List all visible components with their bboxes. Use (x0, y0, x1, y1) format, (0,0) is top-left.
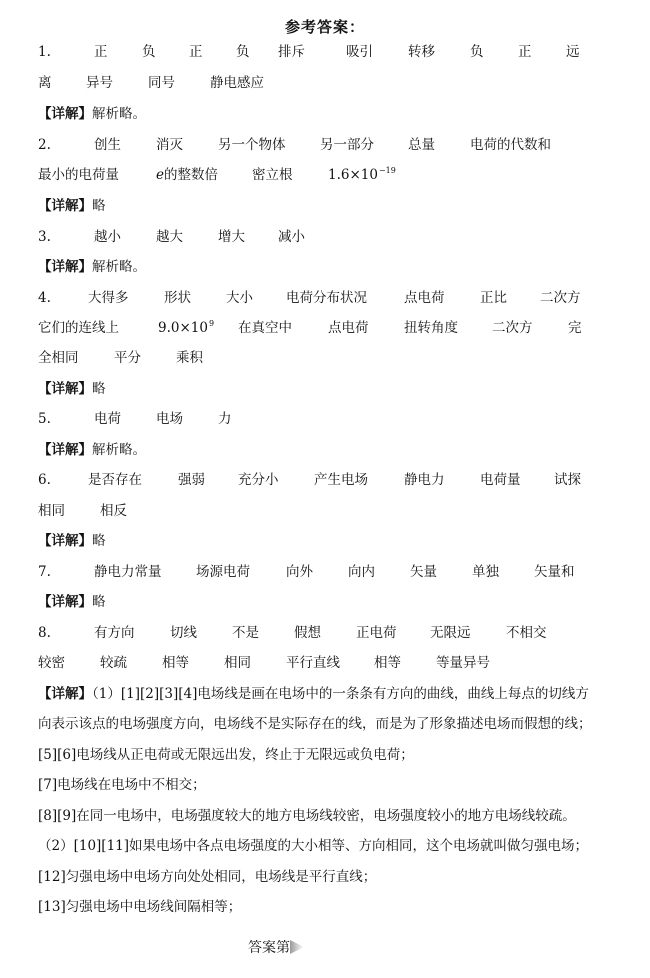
answer-blank: 力 (218, 411, 232, 427)
answer-blank: 向外 (286, 564, 313, 580)
answer-blank: 较疏 (100, 655, 127, 671)
answer-blank: 单独 (472, 564, 499, 580)
answer-blank: 乘积 (176, 350, 203, 366)
answer-blank: 电荷分布状况 (286, 290, 367, 306)
answer-blank: 相等 (162, 655, 189, 671)
answer-blank: 正 (518, 44, 532, 60)
q7-detail (38, 592, 612, 612)
answer-blank: 点电荷 (404, 290, 445, 306)
detail-text: 略 (92, 594, 106, 610)
answer-blank: 最小的电荷量 (38, 167, 119, 183)
answer-blank: 矢量和 (534, 564, 575, 580)
answer-blank: 有方向 (94, 625, 135, 641)
q1-detail (38, 104, 612, 124)
q8-detail-line: [7]电场线在电场中不相交； (38, 777, 206, 793)
answer-blank: 排斥 (278, 44, 305, 60)
answer-blank: 大小 (226, 290, 253, 306)
question-number: 3. (38, 229, 51, 245)
q8-detail-line: [5][6]电场线从正电荷或无限远出发，终止于无限远或负电荷； (38, 747, 414, 763)
answer-blank: 总量 (408, 137, 435, 153)
q3-detail (38, 257, 612, 277)
answer-blank: 向内 (348, 564, 375, 580)
answer-blank: 相同 (38, 503, 65, 519)
answer-blank: 它们的连线上 (38, 320, 119, 336)
question-number: 1. (38, 44, 51, 60)
detail-label: 【详解】 (38, 259, 92, 275)
footer-text: 答案第 (248, 940, 290, 956)
answer-blank: 静电力常量 (94, 564, 162, 580)
answer-blank: 相反 (100, 503, 127, 519)
answer-blank: 假想 (294, 625, 321, 641)
answer-blank: 相等 (374, 655, 401, 671)
answer-blank: 异号 (86, 75, 113, 91)
detail-text: 解析略。 (92, 259, 146, 275)
detail-label: 【详解】 (38, 533, 92, 549)
answer-blank: 扭转角度 (404, 320, 458, 336)
answer-blank (156, 165, 218, 185)
answer-blank: 正 (94, 44, 108, 60)
question-number: 5. (38, 411, 51, 427)
question-number: 8. (38, 625, 51, 641)
q8-detail-line: [13]匀强电场中电场线间隔相等； (38, 899, 242, 915)
answer-blank: 强弱 (178, 472, 205, 488)
exponent: −19 (378, 166, 396, 175)
answer-blank: 平行直线 (286, 655, 340, 671)
page-curl-icon (290, 940, 304, 954)
answer-blank: 全相同 (38, 350, 79, 366)
detail-label: 【详解】 (38, 442, 92, 458)
answer-blank: 二次方 (540, 290, 581, 306)
answer-blank: 充分小 (238, 472, 279, 488)
detail-label: 【详解】 (38, 686, 92, 702)
answer-text: 1.6×10 (328, 167, 378, 183)
q8-detail-line: [8][9]在同一电场中，电场强度较大的地方电场线较密，电场强度较小的地方电场线较疏。 (38, 808, 576, 824)
answer-blank: 试探 (554, 472, 581, 488)
answer-blank: 另一个物体 (218, 137, 286, 153)
answer-blank: 场源电荷 (196, 564, 250, 580)
detail-label: 【详解】 (38, 381, 92, 397)
answer-blank: 电荷的代数和 (470, 137, 551, 153)
answer-blank: 切线 (170, 625, 197, 641)
answer-blank: 另一部分 (320, 137, 374, 153)
answer-blank: 吸引 (346, 44, 373, 60)
answer-blank (328, 165, 396, 187)
answer-blank: 消灭 (156, 137, 183, 153)
answer-blank: 大得多 (88, 290, 129, 306)
answer-blank: 远 (566, 44, 580, 60)
answer-blank: 是否存在 (88, 472, 142, 488)
exponent: 9 (208, 319, 215, 328)
page-footer (248, 937, 304, 957)
answer-blank: 负 (142, 44, 156, 60)
question-number: 4. (38, 290, 51, 306)
answer-blank: 同号 (148, 75, 175, 91)
detail-text: 解析略。 (92, 106, 146, 122)
detail-text: 略 (92, 381, 106, 397)
detail-text: 略 (92, 533, 106, 549)
answer-blank: 越小 (94, 229, 121, 245)
answer-blank: 密立根 (252, 167, 293, 183)
q2-detail (38, 196, 612, 216)
answer-blank: 电荷量 (480, 472, 521, 488)
answer-blank: 负 (236, 44, 250, 60)
q8-detail-line: [12]匀强电场中电场方向处处相同，电场线是平行直线； (38, 869, 377, 885)
answer-blank: 越大 (156, 229, 183, 245)
detail-text: 略 (92, 198, 106, 214)
answer-blank: 等量异号 (436, 655, 490, 671)
answer-blank: 相同 (224, 655, 251, 671)
answer-blank: 点电荷 (328, 320, 369, 336)
symbol-e: e (156, 167, 164, 183)
answer-blank: 正比 (480, 290, 507, 306)
detail-label: 【详解】 (38, 106, 92, 122)
answer-blank: 正电荷 (356, 625, 397, 641)
answer-blank: 静电感应 (210, 75, 264, 91)
answer-blank: 二次方 (492, 320, 533, 336)
detail-label: 【详解】 (38, 594, 92, 610)
question-number: 2. (38, 137, 51, 153)
answer-blank: 减小 (278, 229, 305, 245)
answer-blank: 负 (470, 44, 484, 60)
answer-blank: 产生电场 (314, 472, 368, 488)
answer-blank: 电场 (156, 411, 183, 427)
q5-detail (38, 440, 612, 460)
question-number: 7. (38, 564, 51, 580)
answer-blank: 形状 (164, 290, 191, 306)
q8-detail-line (38, 684, 620, 704)
answer-blank: 增大 (218, 229, 245, 245)
detail-text: （1）[1][2][3][4]电场线是画在电场中的一条条有方向的曲线，曲线上每点的切线方 (92, 686, 589, 702)
answer-blank: 平分 (114, 350, 141, 366)
answer-blank: 创生 (94, 137, 121, 153)
answer-blank: 静电力 (404, 472, 445, 488)
q6-detail (38, 531, 612, 551)
answer-blank: 较密 (38, 655, 65, 671)
answer-blank (158, 318, 214, 340)
q8-detail-line: （2）[10][11]如果电场中各点电场强度的大小相等、方向相同，这个电场就叫做匀强电场； (38, 838, 589, 854)
answer-blank: 不是 (232, 625, 259, 641)
answer-text: 9.0×10 (158, 320, 208, 336)
answer-text: 的整数倍 (164, 167, 218, 183)
q8-detail-line: 向表示该点的电场强度方向，电场线不是实际存在的线，而是为了形象描述电场而假想的线； (38, 716, 592, 732)
answer-blank: 在真空中 (238, 320, 292, 336)
detail-label: 【详解】 (38, 198, 92, 214)
q4-detail (38, 379, 612, 399)
detail-text: 解析略。 (92, 442, 146, 458)
answer-blank: 电荷 (94, 411, 121, 427)
answer-blank: 正 (189, 44, 203, 60)
answer-blank: 不相交 (506, 625, 547, 641)
page-title: 参考答案： (284, 18, 365, 36)
answer-blank: 无限远 (430, 625, 471, 641)
answer-blank: 完 (568, 320, 582, 336)
answer-blank: 离 (38, 75, 52, 91)
question-number: 6. (38, 472, 51, 488)
answer-blank: 转移 (408, 44, 435, 60)
answer-blank: 矢量 (410, 564, 437, 580)
